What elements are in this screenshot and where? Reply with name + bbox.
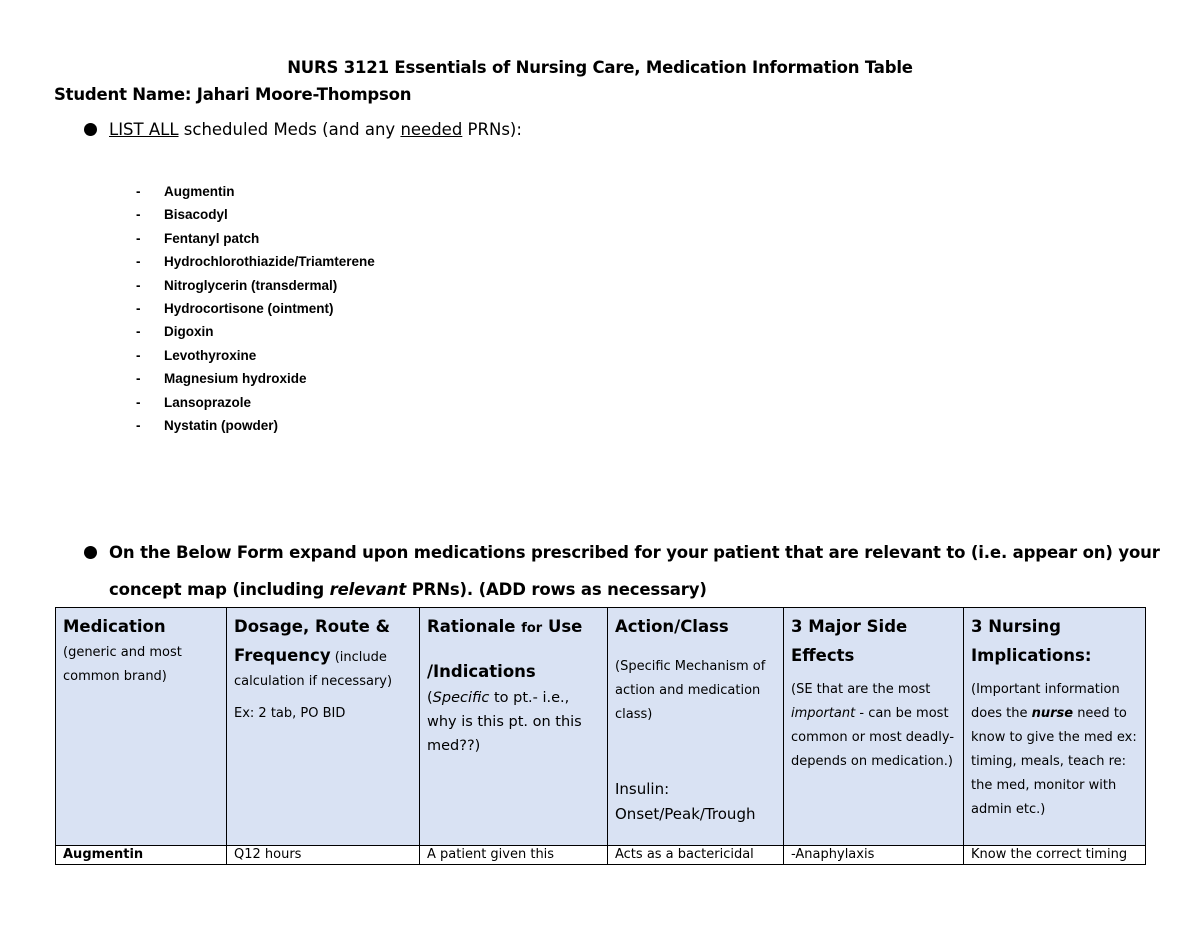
header-side-effects: 3 Major Side Effects (SE that are the most important - can be most common or most deadly-depends on medication.) <box>784 608 964 846</box>
list-all-instruction <box>84 120 522 139</box>
list-item: - Fentanyl patch <box>136 230 260 246</box>
bullet-icon <box>84 546 97 559</box>
bullet-icon <box>84 123 97 136</box>
form-instruction <box>84 543 1160 562</box>
list-item: - Levothyroxine <box>136 347 257 363</box>
cell-action: Acts as a bactericidal <box>608 846 784 865</box>
medication-list <box>136 180 375 437</box>
page-title: NURS 3121 Essentials of Nursing Care, Medication Information Table <box>287 58 913 77</box>
table-row <box>56 846 1146 865</box>
list-item: - Hydrochlorothiazide/Triamterene <box>136 254 375 270</box>
instruction-text-end: PRNs): <box>462 120 522 139</box>
header-medication: Medication (generic and most common brand) <box>56 608 227 846</box>
form-instruction-line2: concept map (including relevant PRNs). (ADD rows as necessary) <box>109 580 707 599</box>
list-item: - Digoxin <box>136 324 214 340</box>
list-item: - Lansoprazole <box>136 394 252 410</box>
instruction-text: scheduled Meds (and any <box>178 120 401 139</box>
list-item: - Augmentin <box>136 184 235 199</box>
header-nursing-implications: 3 Nursing Implications: (Important information does the nurse need to know to give the med ex: timing, meals, teach re: the med, monitor with admin etc.) <box>964 608 1146 846</box>
table-header-row <box>56 608 1146 846</box>
medication-table <box>55 607 1146 865</box>
list-item: - Magnesium hydroxide <box>136 371 307 387</box>
header-dosage: Dosage, Route & Frequency (include calculation if necessary) Ex: 2 tab, PO BID <box>227 608 420 846</box>
header-rationale: Rationale for Use /Indications (Specific to pt.- i.e., why is this pt. on this med??) <box>420 608 608 846</box>
list-item: - Nystatin (powder) <box>136 417 279 433</box>
header-action-class: Action/Class (Specific Mechanism of action and medication class) Insulin: Onset/Peak/Trough <box>608 608 784 846</box>
cell-side-effects: -Anaphylaxis <box>784 846 964 865</box>
cell-nursing: Know the correct timing <box>964 846 1146 865</box>
list-item: - Bisacodyl <box>136 207 228 223</box>
cell-rationale: A patient given this <box>420 846 608 865</box>
student-name: Student Name: Jahari Moore-Thompson <box>54 85 412 104</box>
list-item: - Hydrocortisone (ointment) <box>136 300 334 316</box>
needed-label: needed <box>400 120 463 139</box>
list-item: - Nitroglycerin (transdermal) <box>136 277 338 293</box>
form-instruction-line1: On the Below Form expand upon medications prescribed for your patient that are relevant to (i.e. appear on) your <box>109 543 1160 562</box>
cell-dosage: Q12 hours <box>227 846 420 865</box>
cell-medication: Augmentin <box>56 846 227 865</box>
list-all-label: LIST ALL <box>109 120 179 139</box>
